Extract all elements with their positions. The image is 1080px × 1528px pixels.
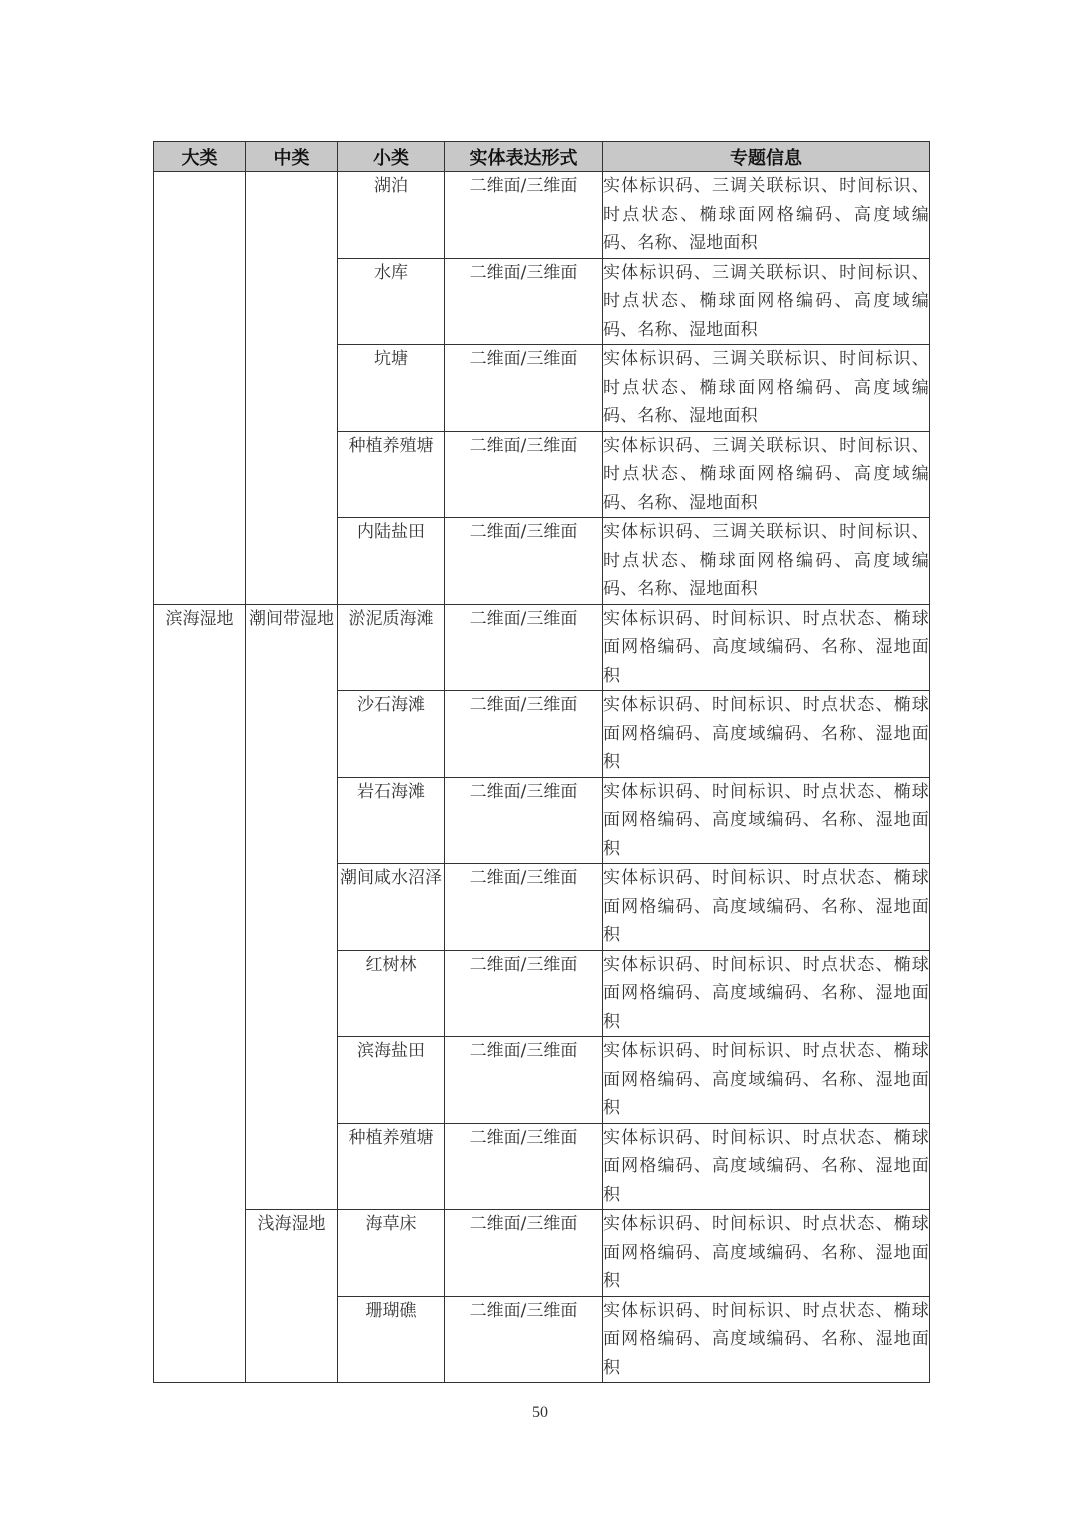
thematic-info-cell: 实体标识码、时间标识、时点状态、椭球面网格编码、高度域编码、名称、湿地面积 <box>603 1296 930 1383</box>
table-row <box>154 604 930 691</box>
entity-form-cell: 二维面/三维面 <box>445 1037 603 1124</box>
page-number: 50 <box>532 1404 548 1421</box>
sub-class-cell: 湖泊 <box>338 172 445 259</box>
sub-class-cell: 水库 <box>338 258 445 345</box>
thematic-info-cell: 实体标识码、时间标识、时点状态、椭球面网格编码、高度域编码、名称、湿地面积 <box>603 604 930 691</box>
entity-form-cell: 二维面/三维面 <box>445 172 603 259</box>
table-row <box>154 172 930 259</box>
thematic-info-cell: 实体标识码、时间标识、时点状态、椭球面网格编码、高度域编码、名称、湿地面积 <box>603 777 930 864</box>
header-thematic-info: 专题信息 <box>603 142 930 172</box>
thematic-info-cell: 实体标识码、三调关联标识、时间标识、时点状态、椭球面网格编码、高度域编码、名称、湿地面积 <box>603 172 930 259</box>
sub-class-cell: 沙石海滩 <box>338 691 445 778</box>
sub-class-cell: 种植养殖塘 <box>338 431 445 518</box>
thematic-info-cell: 实体标识码、时间标识、时点状态、椭球面网格编码、高度域编码、名称、湿地面积 <box>603 864 930 951</box>
sub-class-cell: 内陆盐田 <box>338 518 445 605</box>
medium-class-cell: 浅海湿地 <box>246 1210 338 1383</box>
entity-form-cell: 二维面/三维面 <box>445 1296 603 1383</box>
thematic-info-cell: 实体标识码、时间标识、时点状态、椭球面网格编码、高度域编码、名称、湿地面积 <box>603 950 930 1037</box>
entity-form-cell: 二维面/三维面 <box>445 345 603 432</box>
entity-form-cell: 二维面/三维面 <box>445 950 603 1037</box>
classification-table <box>153 141 930 1383</box>
thematic-info-cell: 实体标识码、三调关联标识、时间标识、时点状态、椭球面网格编码、高度域编码、名称、湿地面积 <box>603 518 930 605</box>
header-medium-class: 中类 <box>246 142 338 172</box>
entity-form-cell: 二维面/三维面 <box>445 431 603 518</box>
entity-form-cell: 二维面/三维面 <box>445 691 603 778</box>
medium-class-cell: 潮间带湿地 <box>246 604 338 1210</box>
thematic-info-cell: 实体标识码、时间标识、时点状态、椭球面网格编码、高度域编码、名称、湿地面积 <box>603 1210 930 1297</box>
major-class-cell <box>154 172 246 605</box>
header-sub-class: 小类 <box>338 142 445 172</box>
thematic-info-cell: 实体标识码、三调关联标识、时间标识、时点状态、椭球面网格编码、高度域编码、名称、湿地面积 <box>603 431 930 518</box>
entity-form-cell: 二维面/三维面 <box>445 518 603 605</box>
header-entity-form: 实体表达形式 <box>445 142 603 172</box>
major-class-cell: 滨海湿地 <box>154 604 246 1383</box>
sub-class-cell: 滨海盐田 <box>338 1037 445 1124</box>
thematic-info-cell: 实体标识码、时间标识、时点状态、椭球面网格编码、高度域编码、名称、湿地面积 <box>603 691 930 778</box>
thematic-info-cell: 实体标识码、三调关联标识、时间标识、时点状态、椭球面网格编码、高度域编码、名称、湿地面积 <box>603 345 930 432</box>
thematic-info-cell: 实体标识码、时间标识、时点状态、椭球面网格编码、高度域编码、名称、湿地面积 <box>603 1037 930 1124</box>
sub-class-cell: 潮间咸水沼泽 <box>338 864 445 951</box>
entity-form-cell: 二维面/三维面 <box>445 777 603 864</box>
sub-class-cell: 红树林 <box>338 950 445 1037</box>
medium-class-cell <box>246 172 338 605</box>
thematic-info-cell: 实体标识码、时间标识、时点状态、椭球面网格编码、高度域编码、名称、湿地面积 <box>603 1123 930 1210</box>
sub-class-cell: 坑塘 <box>338 345 445 432</box>
header-major-class: 大类 <box>154 142 246 172</box>
entity-form-cell: 二维面/三维面 <box>445 258 603 345</box>
table-header-row <box>154 142 930 172</box>
sub-class-cell: 岩石海滩 <box>338 777 445 864</box>
entity-form-cell: 二维面/三维面 <box>445 1210 603 1297</box>
sub-class-cell: 海草床 <box>338 1210 445 1297</box>
sub-class-cell: 种植养殖塘 <box>338 1123 445 1210</box>
sub-class-cell: 珊瑚礁 <box>338 1296 445 1383</box>
entity-form-cell: 二维面/三维面 <box>445 864 603 951</box>
entity-form-cell: 二维面/三维面 <box>445 604 603 691</box>
table-row <box>154 1210 930 1297</box>
thematic-info-cell: 实体标识码、三调关联标识、时间标识、时点状态、椭球面网格编码、高度域编码、名称、湿地面积 <box>603 258 930 345</box>
entity-form-cell: 二维面/三维面 <box>445 1123 603 1210</box>
sub-class-cell: 淤泥质海滩 <box>338 604 445 691</box>
